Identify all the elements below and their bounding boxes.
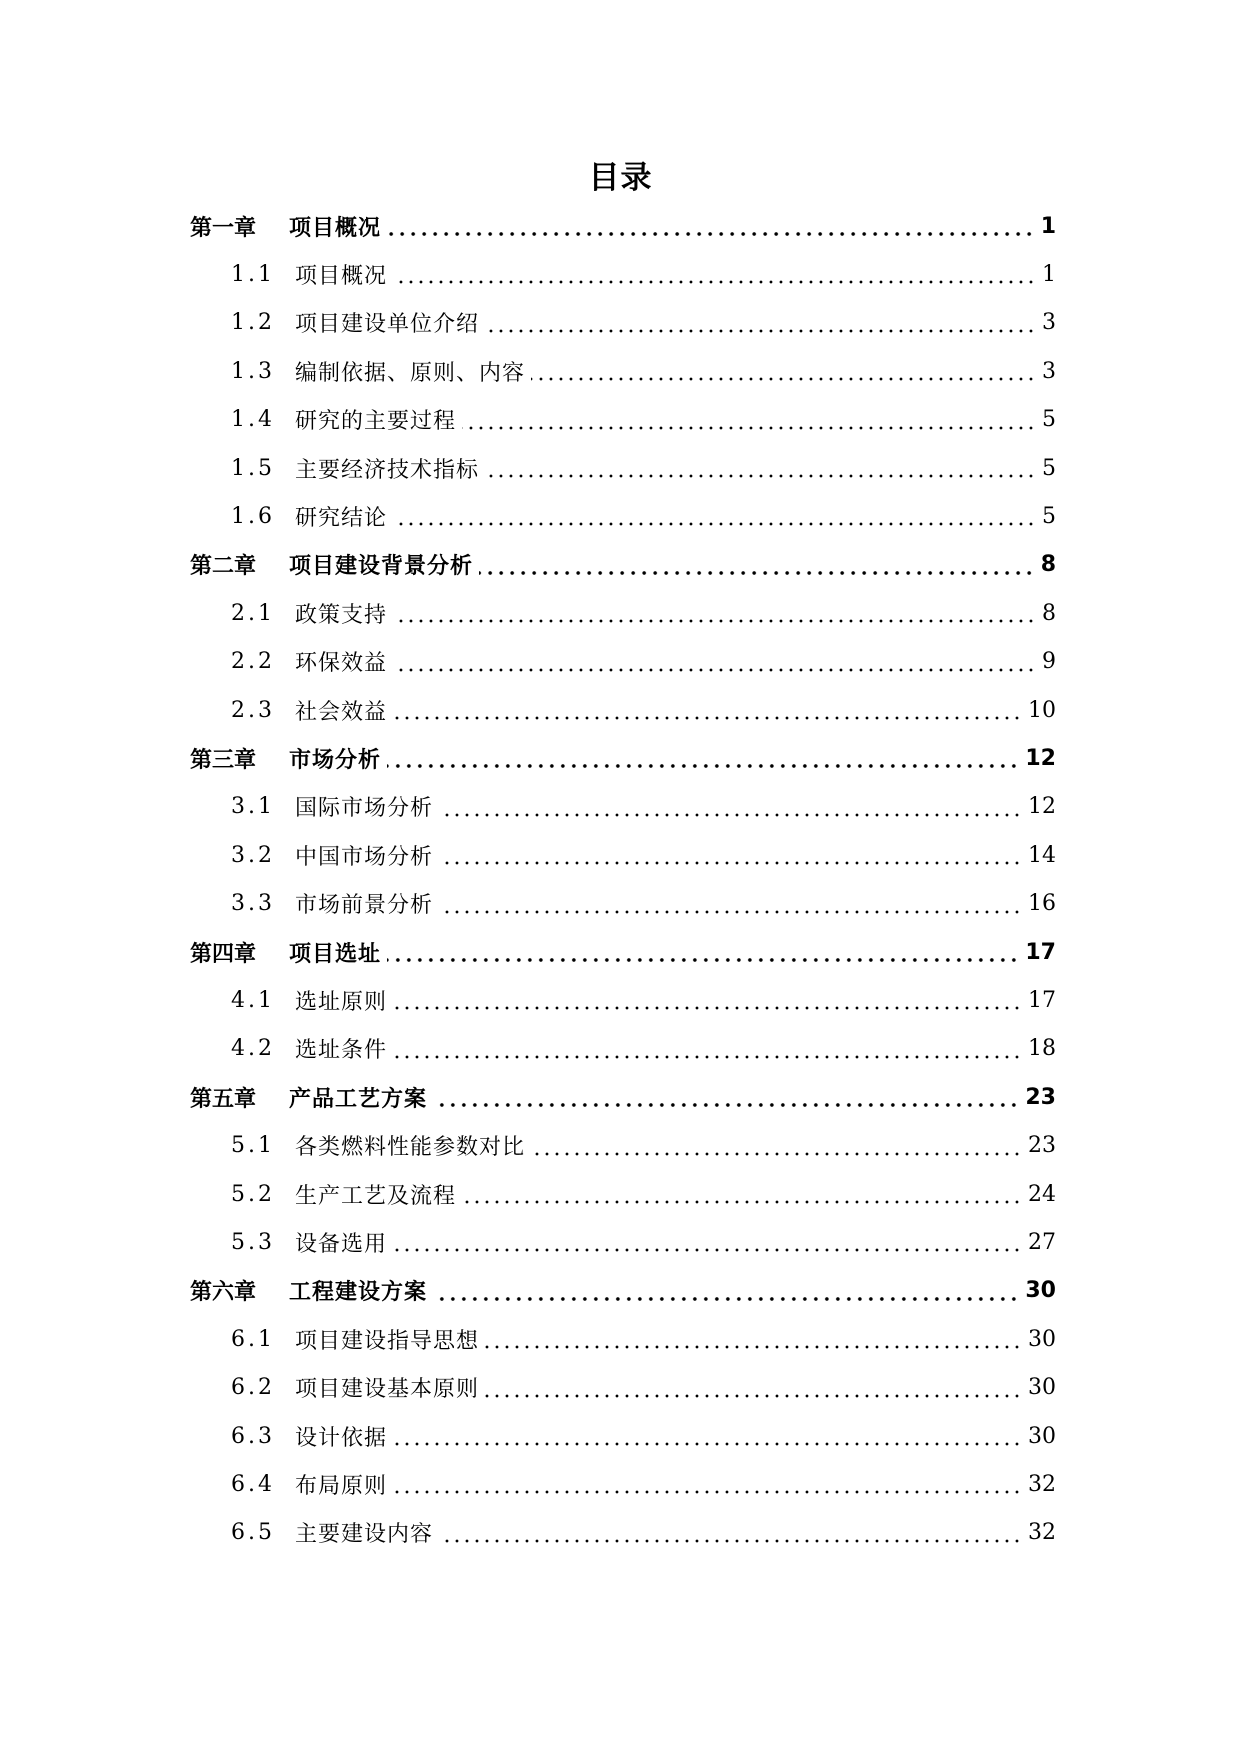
toc-section-row[interactable] [231, 889, 1056, 919]
toc-page-number: 24 [1028, 1181, 1056, 1207]
toc-entry-title: 项目建设基本原则 [295, 1377, 480, 1403]
toc-section-row[interactable] [231, 1421, 1056, 1451]
toc-section-row[interactable] [231, 1179, 1056, 1209]
toc-page-number: 30 [1025, 1278, 1056, 1304]
toc-entry-title: 设备选用 [295, 1231, 388, 1257]
toc-entry-title: 主要建设内容 [295, 1522, 434, 1548]
toc-page-number: 17 [1025, 939, 1056, 965]
toc-page-number: 23 [1028, 1133, 1056, 1159]
toc-chapter-row[interactable] [190, 937, 1056, 967]
toc-entry-title: 环保效益 [295, 651, 388, 677]
toc-entry-title: 国际市场分析 [295, 796, 434, 822]
toc-entry-title: 工程建设方案 [289, 1280, 428, 1306]
toc-dot-leader [393, 1248, 1022, 1252]
toc-page-number: 10 [1028, 697, 1056, 723]
toc-dot-leader [393, 280, 1036, 284]
toc-entry-title: 项目概况 [289, 215, 382, 241]
toc-page-number: 5 [1042, 503, 1056, 529]
toc-entry-number: 6.1 [231, 1326, 275, 1352]
toc-entry-title: 市场前景分析 [295, 893, 434, 919]
toc-dot-leader [393, 522, 1036, 526]
toc-page-number: 18 [1028, 1036, 1056, 1062]
toc-dot-leader [387, 958, 1019, 962]
toc-entry-number: 第四章 [190, 941, 257, 967]
toc-dot-leader [393, 1442, 1022, 1446]
toc-chapter-row[interactable] [190, 1276, 1056, 1306]
toc-entry-number: 5.2 [231, 1181, 275, 1207]
toc-section-row[interactable] [231, 308, 1056, 338]
toc-entry-number: 2.1 [231, 600, 275, 626]
toc-entry-number: 1.2 [231, 310, 275, 336]
toc-entry-title: 选址条件 [295, 1038, 388, 1064]
toc-entry-title: 市场分析 [289, 747, 382, 773]
toc-section-row[interactable] [231, 985, 1056, 1015]
toc-page-number: 8 [1040, 552, 1056, 578]
toc-entry-number: 1.1 [231, 261, 275, 287]
toc-entry-title: 项目选址 [289, 941, 382, 967]
toc-entry-number: 4.2 [231, 1036, 275, 1062]
toc-entry-title: 研究的主要过程 [295, 409, 457, 435]
toc-section-row[interactable] [231, 405, 1056, 435]
page-title: 目录 [588, 160, 653, 196]
toc-section-row[interactable] [231, 1324, 1056, 1354]
toc-entry-title: 项目建设指导思想 [295, 1328, 480, 1354]
toc-entry-title: 选址原则 [295, 989, 388, 1015]
toc-page-number: 5 [1042, 407, 1056, 433]
toc-page-number: 3 [1042, 358, 1056, 384]
toc-dot-leader [387, 764, 1019, 768]
toc-dot-leader [433, 1297, 1019, 1301]
toc-page-number: 12 [1025, 745, 1056, 771]
toc-entry-title: 布局原则 [295, 1473, 388, 1499]
toc-page-number: 32 [1028, 1520, 1056, 1546]
toc-dot-leader [531, 377, 1036, 381]
toc-dot-leader [485, 474, 1036, 478]
toc-section-row[interactable] [231, 1034, 1056, 1064]
toc-entry-number: 6.2 [231, 1375, 275, 1401]
toc-page-number: 9 [1042, 649, 1056, 675]
toc-section-row[interactable] [231, 1131, 1056, 1161]
toc-entry-number: 5.3 [231, 1229, 275, 1255]
toc-entry-title: 政策支持 [295, 602, 388, 628]
toc-dot-leader [485, 1345, 1022, 1349]
toc-page-number: 3 [1042, 310, 1056, 336]
toc-entry-title: 生产工艺及流程 [295, 1183, 457, 1209]
toc-section-row[interactable] [231, 792, 1056, 822]
toc-dot-leader [462, 1200, 1022, 1204]
toc-entry-number: 5.1 [231, 1133, 275, 1159]
toc-entry-number: 1.6 [231, 503, 275, 529]
toc-chapter-row[interactable] [190, 550, 1056, 580]
toc-entry-number: 1.4 [231, 407, 275, 433]
toc-section-row[interactable] [231, 1469, 1056, 1499]
toc-page-number: 1 [1042, 261, 1056, 287]
toc-chapter-row[interactable] [190, 743, 1056, 773]
toc-dot-leader [462, 426, 1036, 430]
toc-entry-title: 设计依据 [295, 1425, 388, 1451]
toc-section-row[interactable] [231, 598, 1056, 628]
toc-entry-title: 编制依据、原则、内容 [295, 360, 526, 386]
toc-dot-leader [393, 1490, 1022, 1494]
toc-dot-leader [387, 232, 1035, 236]
toc-page-number: 23 [1025, 1084, 1056, 1110]
toc-entry-number: 1.5 [231, 455, 275, 481]
toc-entry-title: 研究结论 [295, 505, 388, 531]
toc-entry-number: 3.2 [231, 842, 275, 868]
toc-section-row[interactable] [231, 840, 1056, 870]
toc-section-row[interactable] [231, 1373, 1056, 1403]
toc-page-number: 32 [1028, 1471, 1056, 1497]
toc-page-number: 17 [1028, 987, 1056, 1013]
toc-entry-title: 项目概况 [295, 263, 388, 289]
toc-chapter-row[interactable] [190, 1082, 1056, 1112]
toc-dot-leader [393, 1006, 1022, 1010]
toc-entry-title: 主要经济技术指标 [295, 457, 480, 483]
toc-dot-leader [393, 619, 1036, 623]
toc-entry-number: 3.1 [231, 794, 275, 820]
toc-page-number: 30 [1028, 1326, 1056, 1352]
toc-page-number: 12 [1028, 794, 1056, 820]
toc-dot-leader [479, 571, 1035, 575]
toc-entry-title: 中国市场分析 [295, 844, 434, 870]
toc-dot-leader [393, 668, 1036, 672]
toc-chapter-row[interactable] [190, 211, 1056, 241]
toc-page-number: 1 [1040, 213, 1056, 239]
toc-section-row[interactable] [231, 695, 1056, 725]
toc-dot-leader [439, 1539, 1022, 1543]
toc-page-number: 30 [1028, 1375, 1056, 1401]
toc-entry-number: 6.4 [231, 1471, 275, 1497]
toc-entry-number: 3.3 [231, 891, 275, 917]
toc-entry-title: 产品工艺方案 [289, 1086, 428, 1112]
toc-dot-leader [485, 329, 1036, 333]
toc-entry-title: 社会效益 [295, 699, 388, 725]
toc-section-row[interactable] [231, 501, 1056, 531]
toc-page-number: 5 [1042, 455, 1056, 481]
toc-page-number: 8 [1042, 600, 1056, 626]
toc-entry-number: 2.2 [231, 649, 275, 675]
toc-dot-leader [439, 910, 1022, 914]
toc-page-number: 30 [1028, 1423, 1056, 1449]
toc-entry-number: 6.5 [231, 1520, 275, 1546]
toc-entry-number: 6.3 [231, 1423, 275, 1449]
toc-entry-title: 项目建设背景分析 [289, 554, 474, 580]
toc-section-row[interactable] [231, 356, 1056, 386]
toc-dot-leader [485, 1394, 1022, 1398]
toc-dot-leader [439, 813, 1022, 817]
toc-dot-leader [433, 1103, 1019, 1107]
toc-page-number: 14 [1028, 842, 1056, 868]
toc-entry-number: 第六章 [190, 1280, 257, 1306]
toc-page-number: 27 [1028, 1229, 1056, 1255]
toc-entry-number: 1.3 [231, 358, 275, 384]
toc-dot-leader [393, 716, 1022, 720]
toc-section-row[interactable] [231, 259, 1056, 289]
toc-entry-number: 2.3 [231, 697, 275, 723]
toc-dot-leader [393, 1055, 1022, 1059]
toc-entry-number: 第三章 [190, 747, 257, 773]
toc-section-row[interactable] [231, 1227, 1056, 1257]
toc-entry-number: 4.1 [231, 987, 275, 1013]
toc-entry-number: 第二章 [190, 554, 257, 580]
toc-entry-number: 第一章 [190, 215, 257, 241]
toc-dot-leader [531, 1152, 1022, 1156]
toc-entry-title: 各类燃料性能参数对比 [295, 1135, 526, 1161]
toc-section-row[interactable] [231, 1518, 1056, 1548]
toc-section-row[interactable] [231, 647, 1056, 677]
toc-entry-number: 第五章 [190, 1086, 257, 1112]
toc-dot-leader [439, 861, 1022, 865]
toc-page-number: 16 [1028, 891, 1056, 917]
toc-entry-title: 项目建设单位介绍 [295, 312, 480, 338]
toc-section-row[interactable] [231, 453, 1056, 483]
